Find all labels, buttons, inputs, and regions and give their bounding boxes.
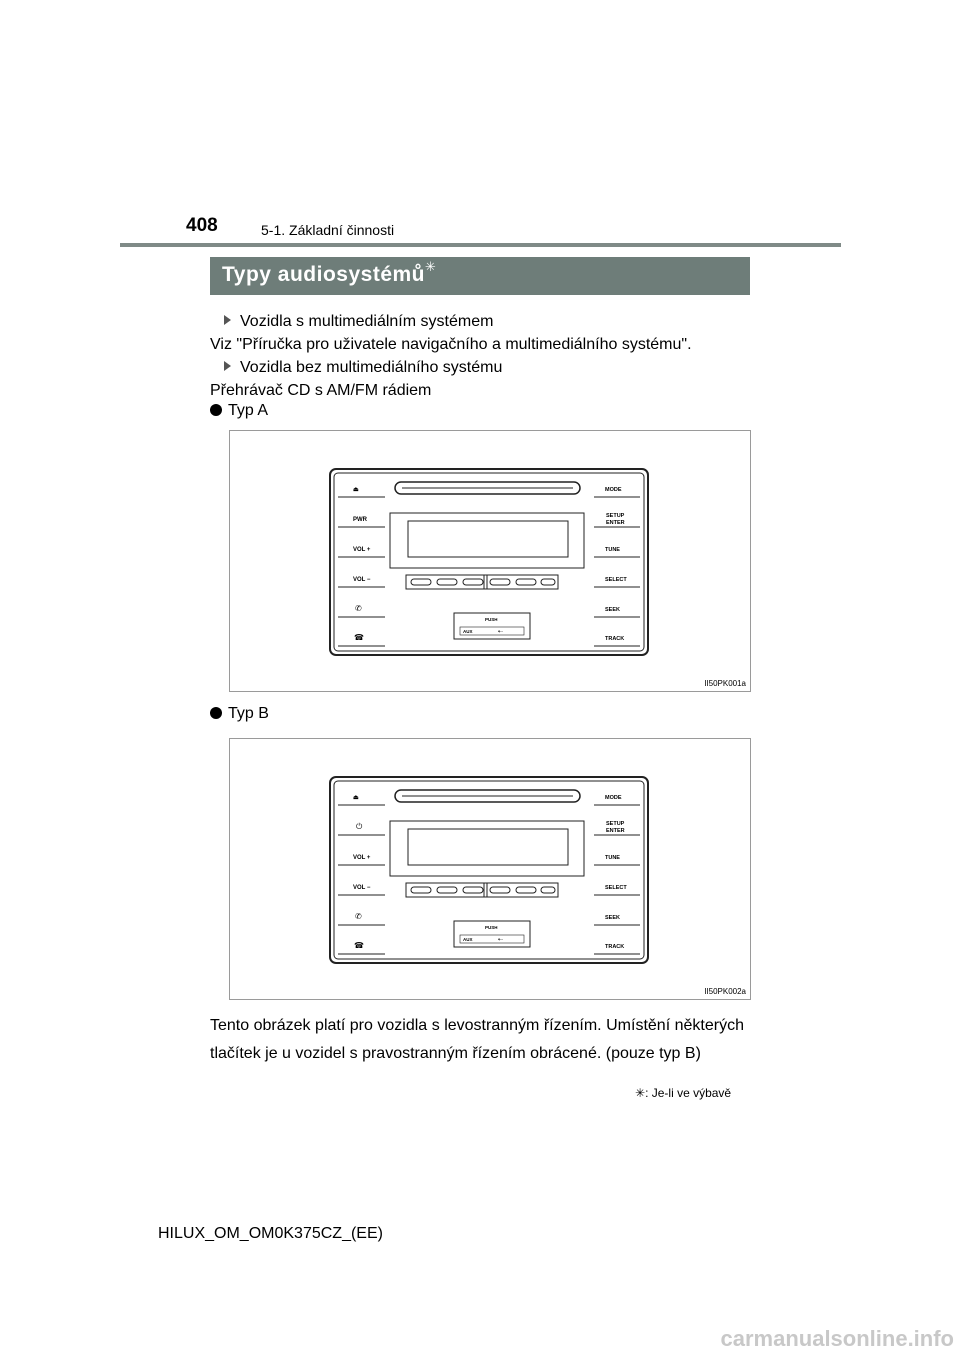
usb-icon: ⇠ bbox=[498, 936, 504, 943]
preset-1 bbox=[411, 579, 431, 585]
item2-text: Přehrávač CD s AM/FM rádiem bbox=[210, 382, 432, 399]
arrow-bullet-icon bbox=[224, 361, 231, 371]
figure-type-a bbox=[229, 430, 751, 692]
section-title bbox=[222, 259, 437, 287]
footnote-text: : Je-li ve výbavě bbox=[645, 1086, 732, 1100]
display-screen bbox=[408, 829, 568, 865]
right-button-label[interactable]: TRACK bbox=[605, 636, 625, 642]
right-button-label[interactable]: SELECT bbox=[605, 885, 627, 891]
page-number: 408 bbox=[186, 215, 218, 236]
footnote bbox=[635, 1086, 731, 1100]
circle-bullet-icon bbox=[210, 707, 222, 719]
preset-3 bbox=[463, 887, 483, 893]
preset-4 bbox=[490, 579, 510, 585]
phone-call-icon: ✆ bbox=[355, 604, 362, 613]
phone-hangup-icon: ☎ bbox=[354, 941, 364, 950]
preset-5 bbox=[516, 887, 536, 893]
phone-hangup-icon: ☎ bbox=[354, 633, 364, 642]
right-button-label[interactable]: MODE bbox=[605, 795, 622, 801]
figure-code: II50PK001a bbox=[704, 679, 746, 688]
preset-2 bbox=[437, 579, 457, 585]
left-button-label[interactable]: ⏏ bbox=[353, 487, 359, 493]
document-code: HILUX_OM_OM0K375CZ_(EE) bbox=[158, 1225, 383, 1242]
right-button-label[interactable]: SETUP bbox=[606, 821, 625, 827]
figure-code: II50PK002a bbox=[704, 987, 746, 996]
radio-illustration-a bbox=[230, 431, 750, 691]
right-button-label[interactable]: SEEK bbox=[605, 607, 620, 613]
push-label: PUSH bbox=[485, 925, 498, 930]
type-b-label bbox=[210, 703, 269, 725]
figure-type-b bbox=[229, 738, 751, 1000]
left-button-label[interactable]: VOL + bbox=[353, 547, 371, 553]
item2-heading-text: Vozidla bez multimediálního systému bbox=[240, 359, 503, 376]
preset-buttons bbox=[406, 575, 558, 589]
aux-usb-panel bbox=[454, 613, 530, 639]
section-title-bar bbox=[210, 257, 750, 295]
preset-1 bbox=[411, 887, 431, 893]
power-icon: ⏻ bbox=[356, 822, 363, 831]
left-button-label[interactable]: PWR bbox=[353, 517, 367, 523]
item1-text: Viz "Příručka pro uživatele navigačního a multimediálního systému". bbox=[210, 336, 692, 353]
right-button-label[interactable]: ENTER bbox=[606, 828, 625, 834]
right-button-label[interactable]: SELECT bbox=[605, 577, 627, 583]
right-button-label[interactable]: TUNE bbox=[605, 547, 620, 553]
left-button-label[interactable]: VOL − bbox=[353, 885, 371, 891]
preset-6 bbox=[541, 579, 555, 585]
section-title-text: Typy audiosystémů bbox=[222, 263, 425, 286]
right-button-label[interactable]: SEEK bbox=[605, 915, 620, 921]
section-label: 5-1. Základní činnosti bbox=[261, 222, 395, 238]
watermark: carmanualsonline.info bbox=[720, 1326, 954, 1351]
circle-bullet-icon bbox=[210, 404, 222, 416]
preset-buttons bbox=[406, 883, 558, 897]
push-label: PUSH bbox=[485, 617, 498, 622]
right-button-label[interactable]: TRACK bbox=[605, 944, 625, 950]
type-b-text: Typ B bbox=[228, 705, 269, 722]
optional-star-icon: ✳ bbox=[425, 259, 437, 274]
right-button-label[interactable]: SETUP bbox=[606, 513, 625, 519]
right-button-label[interactable]: TUNE bbox=[605, 855, 620, 861]
right-button-label[interactable]: MODE bbox=[605, 487, 622, 493]
arrow-bullet-icon bbox=[224, 315, 231, 325]
type-a-label bbox=[210, 400, 268, 422]
aux-label: AUX bbox=[463, 629, 473, 634]
item2-heading bbox=[224, 357, 502, 379]
left-button-label[interactable]: ⏏ bbox=[353, 795, 359, 801]
preset-3 bbox=[463, 579, 483, 585]
phone-call-icon: ✆ bbox=[355, 912, 362, 921]
preset-4 bbox=[490, 887, 510, 893]
aux-usb-panel bbox=[454, 921, 530, 947]
left-button-label[interactable]: VOL − bbox=[353, 577, 371, 583]
left-button-label[interactable]: VOL + bbox=[353, 855, 371, 861]
item1-heading bbox=[224, 311, 493, 333]
preset-5 bbox=[516, 579, 536, 585]
footnote-star-icon: ✳ bbox=[635, 1086, 646, 1100]
aux-label: AUX bbox=[463, 937, 473, 942]
note-paragraph: Tento obrázek platí pro vozidla s levostranným řízením. Umístění některých tlačítek je u vozidel s pravostranným řízením obrácené. (pouze typ B) bbox=[210, 1017, 744, 1062]
preset-2 bbox=[437, 887, 457, 893]
right-button-label[interactable]: ENTER bbox=[606, 520, 625, 526]
usb-icon: ⇠ bbox=[498, 628, 504, 635]
type-a-text: Typ A bbox=[228, 402, 269, 419]
radio-illustration-b bbox=[230, 739, 750, 999]
display-screen bbox=[408, 521, 568, 557]
item1-heading-text: Vozidla s multimediálním systémem bbox=[240, 313, 494, 330]
header-divider bbox=[120, 243, 841, 247]
preset-6 bbox=[541, 887, 555, 893]
